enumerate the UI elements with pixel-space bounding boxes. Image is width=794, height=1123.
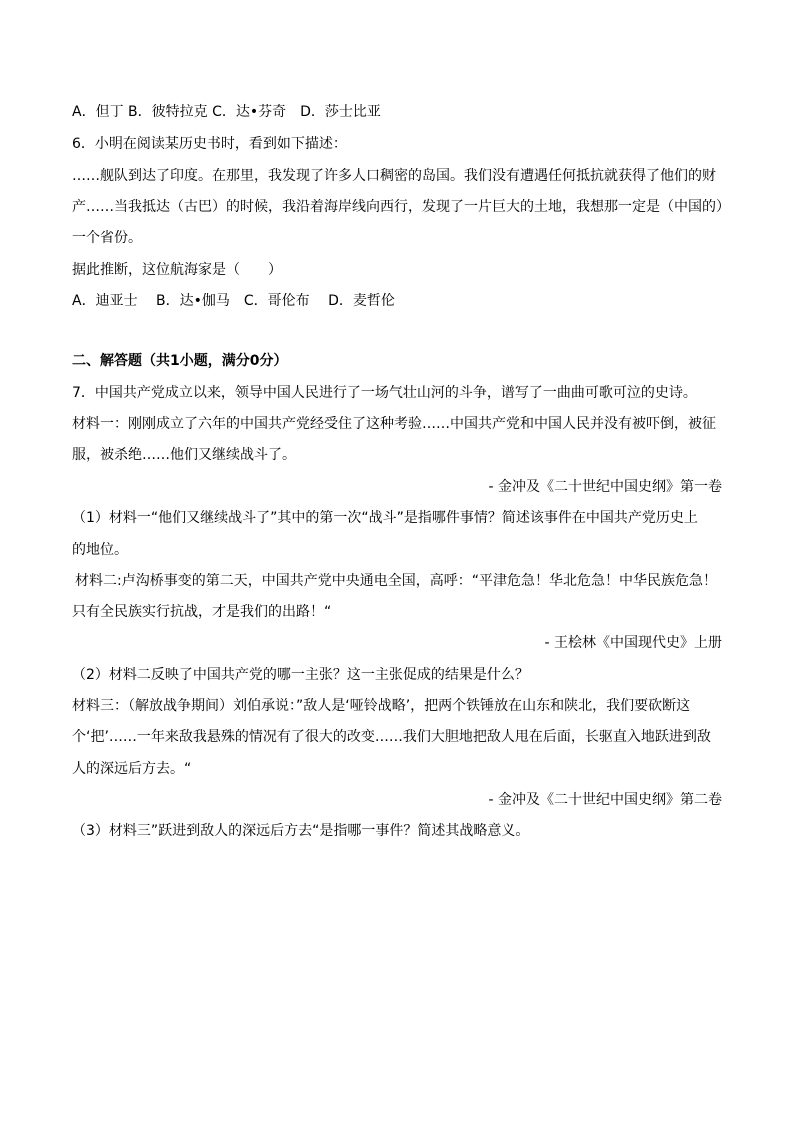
material-2-line-2: 只有全民族实行抗战，才是我们的出路！“ bbox=[72, 604, 332, 620]
section-heading: 二、解答题（共1小题，满分0分） bbox=[72, 353, 288, 369]
question-6-stem: 6．小明在阅读某历史书时，看到如下描述： bbox=[72, 136, 347, 152]
option-line-q6: A．迪亚士 B．达•伽马 C．哥伦布 D．麦哲伦 bbox=[72, 293, 395, 309]
question-6-quote-line-1: ……舰队到达了印度。在那里，我发现了许多人口稠密的岛国。我们没有遭遇任何抵抗就获得了他们的财 bbox=[72, 168, 716, 184]
question-6-prompt: 据此推断，这位航海家是（ ） bbox=[72, 262, 282, 278]
material-1-source: - 金冲及《二十世纪中国史纲》第一卷 bbox=[488, 479, 722, 495]
sub-question-3: （3）材料三”跃进到敌人的深远后方去“是指哪一事件？简述其战略意义。 bbox=[72, 823, 530, 839]
material-3-line-1: 材料三：（解放战争期间）刘伯承说：”敌人是‘哑铃战略’，把两个铁锤放在山东和陕北，我们要砍断这 bbox=[72, 698, 691, 714]
question-7-stem: 7．中国共产党成立以来，领导中国人民进行了一场气壮山河的斗争，谱写了一曲曲可歌可泣的史诗。 bbox=[72, 385, 697, 401]
material-3-line-3: 人的深远后方去。“ bbox=[72, 761, 192, 777]
question-6-quote-line-2: 产……当我抵达（古巴）的时候，我沿着海岸线向西行，发现了一片巨大的土地，我想那一定是（中国的） bbox=[72, 199, 730, 215]
material-1-line-2: 服，被杀绝……他们又继续战斗了。 bbox=[72, 447, 296, 463]
sub-question-1-line-2: 的地位。 bbox=[72, 542, 128, 558]
material-3-line-2: 个‘把’……一年来敌我悬殊的情况有了很大的改变……我们大胆地把敌人甩在后面，长驱直入地跃进到敌 bbox=[72, 729, 711, 745]
material-3-source: - 金冲及《二十世纪中国史纲》第二卷 bbox=[488, 792, 722, 808]
question-6-quote-line-3: 一个省份。 bbox=[72, 230, 142, 246]
sub-question-2: （2）材料二反映了中国共产党的哪一主张？这一主张促成的结果是什么？ bbox=[72, 667, 529, 683]
sub-question-1-line-1: （1）材料一“他们又继续战斗了”其中的第一次“战斗”是指哪件事情？简述该事件在中国共产党历史上 bbox=[72, 510, 698, 526]
material-2-source: - 王桧林《中国现代史》上册 bbox=[544, 635, 722, 651]
option-line-q5: A．但丁 B．彼特拉克 C．达•芬奇 D．莎士比亚 bbox=[72, 104, 381, 120]
material-1-line-1: 材料一：刚刚成立了六年的中国共产党经受住了这种考验……中国共产党和中国人民并没有被吓倒，被征 bbox=[72, 416, 716, 432]
material-2-line-1: 材料二:卢沟桥事变的第二天，中国共产党中央通电全国，高呼：“平津危急！华北危急！中华民族危急！ bbox=[75, 573, 717, 589]
